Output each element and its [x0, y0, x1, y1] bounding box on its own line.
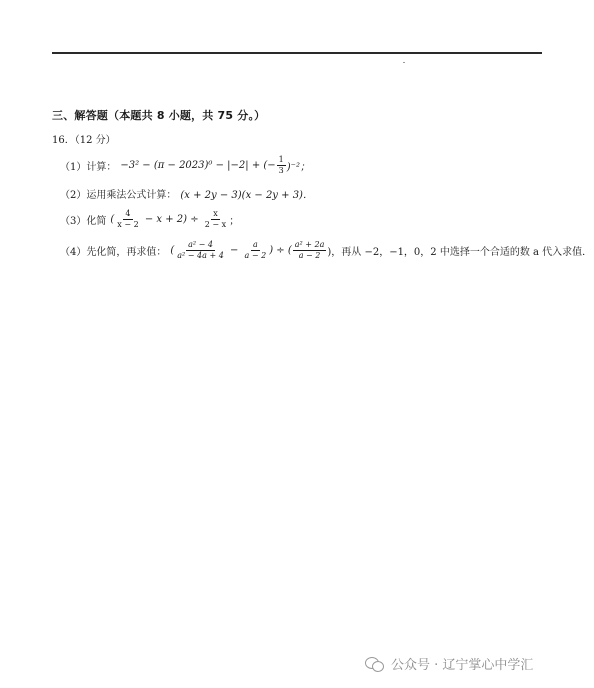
question-item-2	[60, 186, 313, 201]
item-1-expr-a: −3² − (π − 2023)⁰ − |−2| + (−	[120, 160, 276, 171]
header-rule	[52, 52, 542, 54]
question-item-1	[60, 156, 310, 175]
item-3-fraction-1	[115, 210, 140, 229]
item-4-f3-num: a² + 2a	[294, 240, 325, 249]
item-3-label: （3）化简	[60, 216, 107, 227]
item-2-expr: (x + 2y − 3)(x − 2y + 3)．	[180, 190, 313, 201]
item-1-expr-b: )⁻²；	[286, 162, 310, 173]
item-4-fraction-2	[243, 241, 269, 260]
item-4-f2-den: a − 2	[244, 251, 267, 260]
item-4-f3-den: a − 2	[298, 251, 321, 260]
item-3-mid: − x + 2) ÷	[141, 214, 202, 225]
item-3-f1-den: x − 2	[117, 220, 139, 229]
item-4-label: （4）先化简，再求值：	[60, 247, 167, 258]
item-3-fraction-2	[203, 210, 228, 229]
item-4-f1-num: a² − 4	[188, 240, 213, 249]
item-1-fraction	[277, 156, 286, 175]
item-3-f2-num: x	[213, 209, 218, 218]
item-3-open: (	[110, 214, 115, 225]
item-3-f2-den: 2 − x	[204, 220, 227, 229]
item-3-tail: ；	[229, 216, 240, 227]
item-1-frac-num: 1	[278, 155, 284, 164]
item-3-f1-num: 4	[125, 209, 131, 218]
item-4-f1-den: a² − 4a + 4	[177, 251, 224, 260]
item-4-minus: −	[226, 245, 242, 256]
question-item-4	[60, 241, 592, 260]
item-4-fraction-1	[175, 241, 226, 260]
scan-mark	[403, 62, 405, 63]
item-1-frac-den: 3	[278, 166, 284, 175]
watermark-text: 公众号 · 辽宁掌心中学汇	[391, 658, 534, 673]
item-1-label: （1）计算：	[60, 162, 117, 173]
item-4-f2-num: a	[252, 240, 258, 249]
item-4-fraction-3	[293, 241, 327, 260]
wechat-icon	[365, 656, 385, 672]
item-2-label: （2）运用乘法公式计算：	[60, 190, 177, 201]
watermark	[365, 654, 533, 673]
item-4-open: (	[170, 245, 175, 256]
item-4-div: ) ÷ (	[269, 245, 292, 256]
section-title: 三、解答题（本题共 8 小题，共 75 分。）	[52, 109, 266, 122]
question-item-3	[60, 210, 239, 229]
item-4-tail: )，再从 −2，−1，0，2 中选择一个合适的数 a 代入求值．	[327, 247, 593, 258]
question-number: 16．（12 分）	[52, 135, 116, 146]
